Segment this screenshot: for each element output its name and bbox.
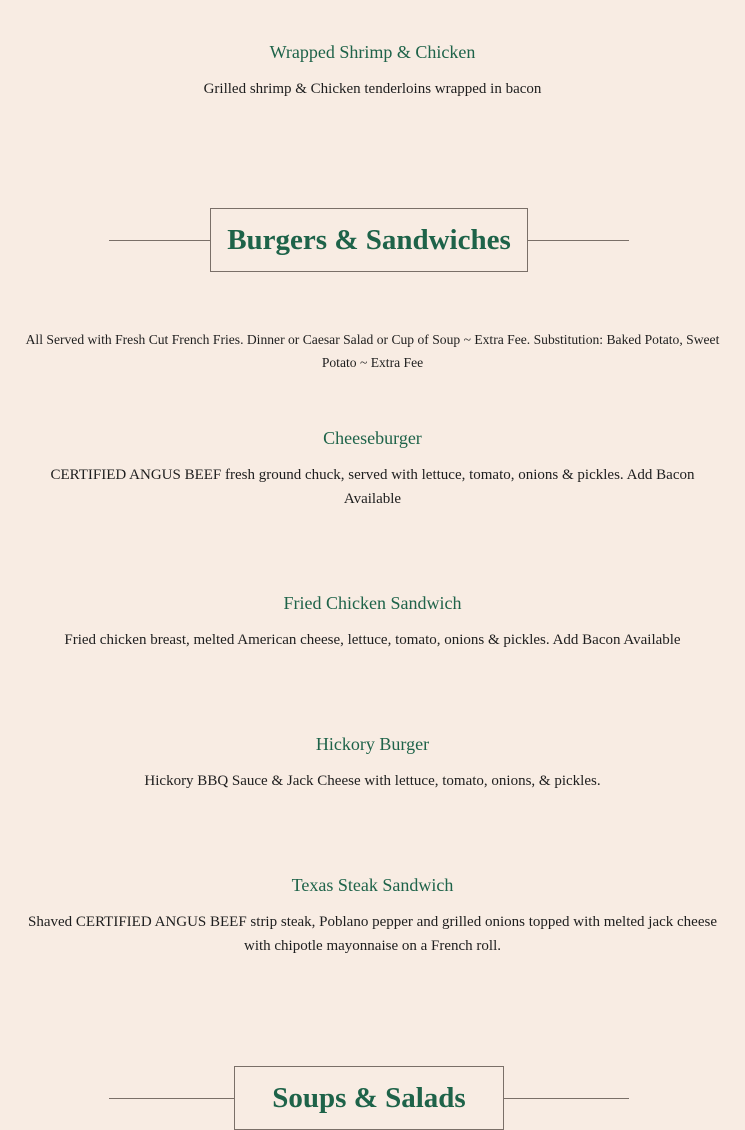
section-divider-left [109, 240, 211, 241]
menu-item-description: Hickory BBQ Sauce & Jack Cheese with lettuce, tomato, onions, & pickles. [144, 773, 601, 789]
menu-item-title: Hickory Burger [315, 734, 430, 754]
menu-item-description: Fried chicken breast, melted American cheese, lettuce, tomato, onions & pickles. Add Bacon Available [64, 632, 681, 648]
section-title: Soups & Salads [272, 1081, 466, 1114]
menu-item [0, 40, 745, 101]
section-note: All Served with Fresh Cut French Fries. Dinner or Caesar Salad or Cup of Soup ~ Extra Fee. Substitution: Baked Potato, Sweet Potato ~ Extra Fee [25, 332, 720, 370]
menu-item [0, 732, 745, 793]
menu-item-description: Shaved CERTIFIED ANGUS BEEF strip steak, Poblano pepper and grilled onions topped with melted jack cheese with chipotle mayonnaise on a French roll. [28, 914, 717, 954]
section-header-burgers [0, 208, 745, 272]
menu-item [0, 873, 745, 958]
menu-item-title: Wrapped Shrimp & Chicken [269, 42, 476, 62]
section-header-soups [0, 1066, 745, 1130]
section-divider-right [527, 240, 629, 241]
menu-item-description: CERTIFIED ANGUS BEEF fresh ground chuck, served with lettuce, tomato, onions & pickles. Add Bacon Available [50, 467, 695, 507]
section-title-box [234, 1066, 504, 1130]
section-divider-left [109, 1098, 235, 1099]
menu-item-description: Grilled shrimp & Chicken tenderloins wrapped in bacon [203, 81, 542, 97]
menu-item-title: Fried Chicken Sandwich [283, 593, 462, 613]
section-title-box [210, 208, 528, 272]
section-divider-right [503, 1098, 629, 1099]
menu-item [0, 591, 745, 652]
menu-item [0, 426, 745, 511]
section-title: Burgers & Sandwiches [227, 223, 511, 256]
menu-item-title: Cheeseburger [323, 428, 422, 448]
menu-item-title: Texas Steak Sandwich [291, 875, 454, 895]
